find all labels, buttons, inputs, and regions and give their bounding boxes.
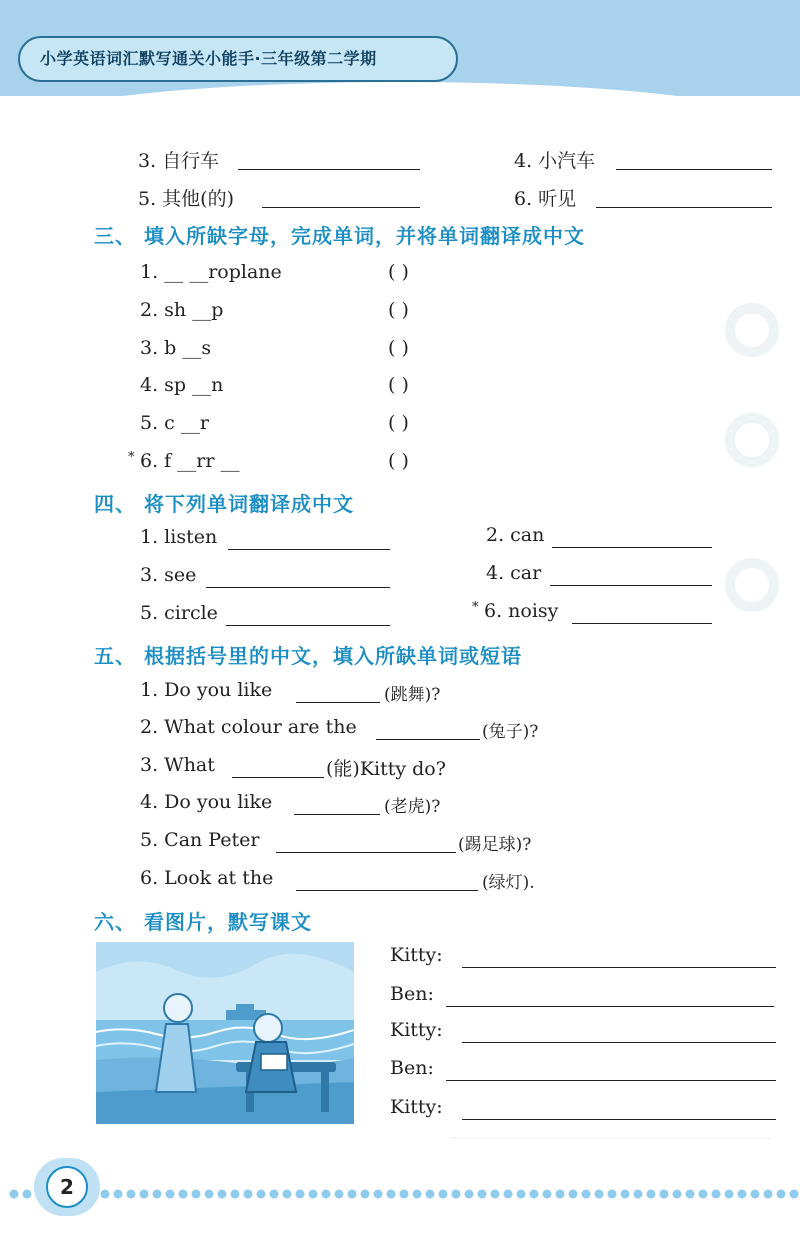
answer-blank[interactable] — [616, 155, 772, 170]
answer-blank[interactable] — [296, 688, 380, 703]
dialogue-line[interactable] — [462, 1028, 776, 1043]
sentence-item-4: 4. Do you like — [140, 791, 273, 813]
fill-item-5: 5. c __r — [140, 412, 209, 434]
footer-dot — [114, 1190, 123, 1199]
footer-dot — [491, 1190, 500, 1199]
answer-blank[interactable] — [262, 193, 420, 208]
section-5-title: 五、 根据括号里的中文，填入所缺单词或短语 — [94, 644, 522, 668]
footer-dot — [309, 1190, 318, 1199]
footer-dot — [712, 1190, 721, 1199]
footer-dot — [335, 1190, 344, 1199]
answer-blank[interactable] — [206, 573, 390, 588]
translate-item-2: 2. can — [486, 524, 545, 546]
footer-dot — [530, 1190, 539, 1199]
fill-item-3: 3. b __s — [140, 337, 212, 359]
footer-dot — [244, 1190, 253, 1199]
dialogue-line[interactable] — [446, 992, 774, 1007]
translate-item-1: 1. listen — [140, 526, 218, 548]
footer-dot — [556, 1190, 565, 1199]
answer-blank[interactable] — [232, 763, 324, 778]
footer-dot — [660, 1190, 669, 1199]
answer-blank[interactable] — [276, 838, 456, 853]
footer-dot — [595, 1190, 604, 1199]
footer-dot — [478, 1190, 487, 1199]
translate-item-6: 6. noisy — [484, 600, 559, 622]
footer-dot — [608, 1190, 617, 1199]
footer-dot — [179, 1190, 188, 1199]
answer-blank[interactable] — [296, 876, 478, 891]
sentence-item-3: 3. What — [140, 754, 215, 776]
answer-blank[interactable] — [238, 155, 420, 170]
footer-dot — [790, 1190, 799, 1199]
hint-text: (踢足球)? — [458, 835, 532, 855]
footer-dot — [413, 1190, 422, 1199]
footer-dot — [387, 1190, 396, 1199]
answer-blank[interactable] — [376, 725, 480, 740]
hint-text: (跳舞)? — [384, 685, 441, 705]
footer-dot — [621, 1190, 630, 1199]
hint-text: (能)Kitty do? — [326, 758, 446, 780]
speaker-label: Ben: — [390, 983, 434, 1005]
answer-paren[interactable]: ( ) — [388, 412, 409, 434]
fill-item-4: 4. sp __n — [140, 374, 224, 396]
sentence-item-6: 6. Look at the — [140, 867, 274, 889]
footer-dot — [140, 1190, 149, 1199]
answer-blank[interactable] — [572, 609, 712, 624]
word-row-4: 4. 小汽车 — [514, 150, 596, 172]
hint-text: (兔子)? — [482, 722, 539, 742]
footer-dot — [205, 1190, 214, 1199]
hint-text: (老虎)? — [384, 797, 441, 817]
footer-dots — [0, 1184, 800, 1204]
footer-dot — [751, 1190, 760, 1199]
star-mark: * — [128, 450, 135, 465]
footer-dot — [699, 1190, 708, 1199]
footer-dot — [127, 1190, 136, 1199]
dialogue-line[interactable] — [462, 1105, 776, 1120]
word-row-3: 3. 自行车 — [138, 150, 220, 172]
dialogue-illustration — [96, 942, 354, 1124]
footer-dot — [725, 1190, 734, 1199]
answer-paren[interactable]: ( ) — [388, 337, 409, 359]
answer-paren[interactable]: ( ) — [388, 299, 409, 321]
footer-dot — [257, 1190, 266, 1199]
speaker-label: Kitty: — [390, 944, 443, 966]
answer-paren[interactable]: ( ) — [388, 261, 409, 283]
answer-blank[interactable] — [228, 535, 390, 550]
footer-dot — [231, 1190, 240, 1199]
footer-dot — [296, 1190, 305, 1199]
footer-dot — [738, 1190, 747, 1199]
footer-dot — [569, 1190, 578, 1199]
word-row-5: 5. 其他(的) — [138, 188, 234, 210]
footer-dot — [777, 1190, 786, 1199]
book-title: 小学英语词汇默写通关小能手·三年级第二学期 — [40, 49, 377, 68]
footer-dot — [673, 1190, 682, 1199]
translate-item-4: 4. car — [486, 562, 542, 584]
footer-dot — [361, 1190, 370, 1199]
translate-item-3: 3. see — [140, 564, 197, 586]
footer-dot — [647, 1190, 656, 1199]
footer-dot — [10, 1190, 19, 1199]
footer-dot — [23, 1190, 32, 1199]
footer-dot — [192, 1190, 201, 1199]
word-row-6: 6. 听见 — [514, 188, 577, 210]
footer-dot — [465, 1190, 474, 1199]
answer-paren[interactable]: ( ) — [388, 374, 409, 396]
footer-dot — [634, 1190, 643, 1199]
footer-dot — [764, 1190, 773, 1199]
footer-dot — [348, 1190, 357, 1199]
footer-dot — [166, 1190, 175, 1199]
footer-dot — [322, 1190, 331, 1199]
footer-dot — [686, 1190, 695, 1199]
fill-item-1: 1. __ __roplane — [140, 261, 282, 283]
section-4-title: 四、 将下列单词翻译成中文 — [94, 492, 354, 516]
sentence-item-5: 5. Can Peter — [140, 829, 260, 851]
page-number: 2 — [46, 1166, 88, 1208]
answer-blank[interactable] — [294, 800, 380, 815]
speaker-label: Kitty: — [390, 1019, 443, 1041]
speaker-label: Ben: — [390, 1057, 434, 1079]
fill-item-2: 2. sh __p — [140, 299, 224, 321]
footer-dot — [543, 1190, 552, 1199]
footer-dot — [517, 1190, 526, 1199]
dialogue-line[interactable] — [462, 953, 776, 968]
footer-dot — [400, 1190, 409, 1199]
footer-dot — [218, 1190, 227, 1199]
hint-text: (绿灯). — [482, 873, 535, 893]
footer-dot — [374, 1190, 383, 1199]
sentence-item-1: 1. Do you like — [140, 679, 273, 701]
footer-dot — [439, 1190, 448, 1199]
footer-dot — [101, 1190, 110, 1199]
answer-paren[interactable]: ( ) — [388, 450, 409, 472]
dialogue-line[interactable] — [446, 1066, 776, 1081]
answer-blank[interactable] — [552, 533, 712, 548]
speaker-label: Kitty: — [390, 1096, 443, 1118]
section-6-title: 六、 看图片，默写课文 — [94, 910, 312, 934]
answer-blank[interactable] — [550, 571, 712, 586]
translate-item-5: 5. circle — [140, 602, 218, 624]
footer-dot — [504, 1190, 513, 1199]
footer-dot — [283, 1190, 292, 1199]
footer-dot — [582, 1190, 591, 1199]
footer-dot — [270, 1190, 279, 1199]
answer-blank[interactable] — [226, 611, 390, 626]
fill-item-6: 6. f __rr __ — [140, 450, 240, 472]
footer-dot — [426, 1190, 435, 1199]
sentence-item-2: 2. What colour are the — [140, 716, 357, 738]
footer-dot — [153, 1190, 162, 1199]
answer-blank[interactable] — [596, 193, 772, 208]
section-3-title: 三、 填入所缺字母，完成单词，并将单词翻译成中文 — [94, 224, 585, 248]
star-mark: * — [472, 600, 479, 615]
footer-dot — [452, 1190, 461, 1199]
